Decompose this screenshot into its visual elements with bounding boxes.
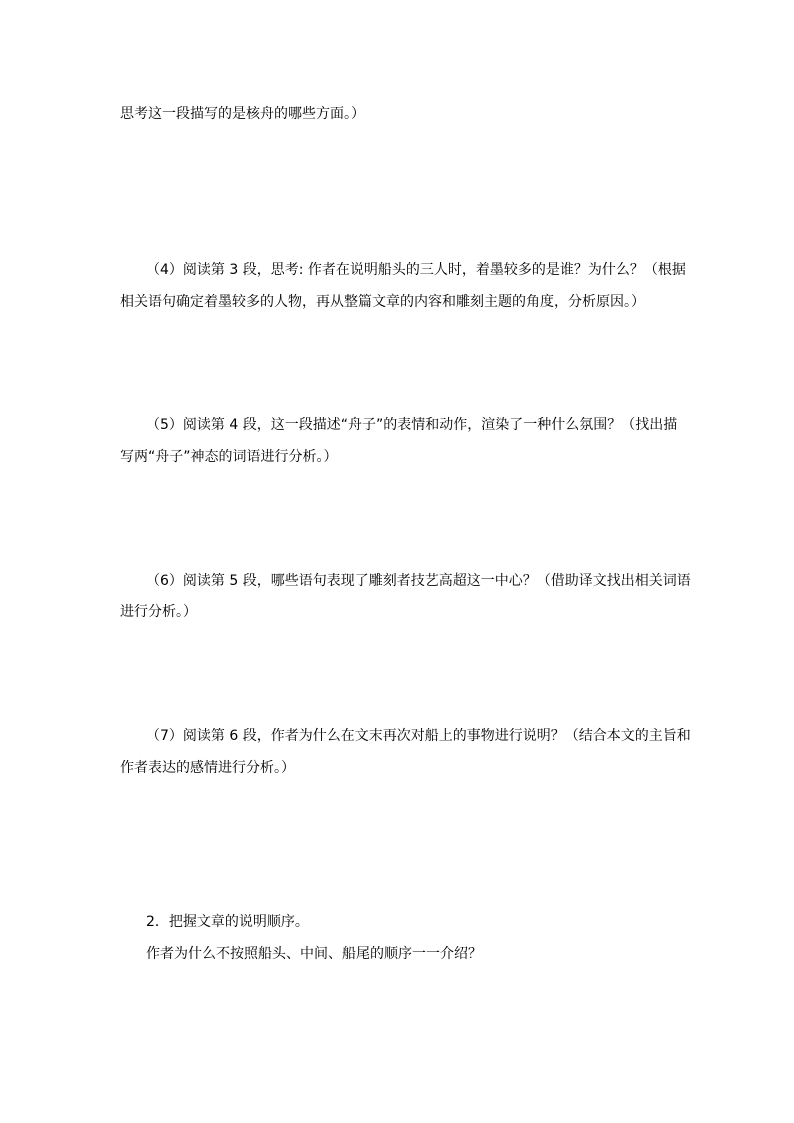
q3-continuation-line: 思考这一段描写的是核舟的哪些方面。）	[120, 106, 365, 122]
question-7-line-1: （7）阅读第 6 段，作者为什么在文末再次对船上的事物进行说明？（结合本文的主旨和	[146, 728, 691, 744]
question-4-line-2: 相关语句确定着墨较多的人物，再从整篇文章的内容和雕刻主题的角度，分析原因。）	[120, 294, 645, 310]
question-4-line-1: （4）阅读第 3 段，思考: 作者在说明船头的三人时，着墨较多的是谁？为什么？（根据	[146, 262, 686, 278]
section-2-heading: 2．把握文章的说明顺序。	[146, 914, 309, 930]
question-6-line-2: 进行分析。）	[120, 604, 197, 620]
question-5-line-2: 写两“舟子”神态的词语进行分析。）	[120, 449, 338, 465]
section-2-question: 作者为什么不按照船头、中间、船尾的顺序一一介绍？	[146, 946, 482, 962]
question-7-line-2: 作者表达的感情进行分析。）	[120, 760, 295, 776]
question-5-line-1: （5）阅读第 4 段，这一段描述“舟子”的表情和动作，渲染了一种什么氛围？（找出描	[146, 417, 678, 433]
question-6-line-1: （6）阅读第 5 段，哪些语句表现了雕刻者技艺高超这一中心？（借助译文找出相关词语	[146, 573, 691, 589]
